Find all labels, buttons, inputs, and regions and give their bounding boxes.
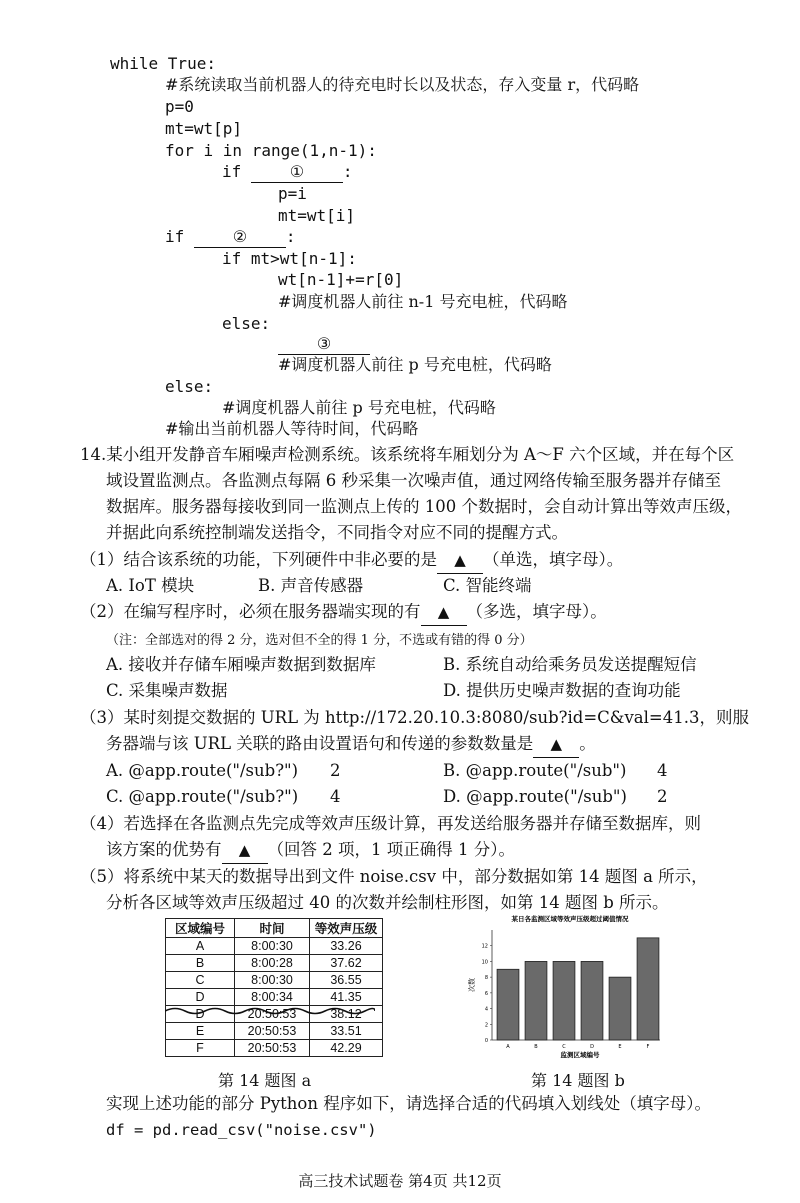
q14-part4: （4）若选择在各监测点先完成等效声压级计算，再发送给服务器并存储至数据库，则 xyxy=(80,814,701,833)
y-axis-label: 次数 xyxy=(468,978,476,992)
table-cell: 38.12 xyxy=(310,1006,383,1023)
code-line: p=i xyxy=(278,184,307,203)
q14-part1-option: B. 声音传感器 xyxy=(258,576,364,595)
table-cell: 37.62 xyxy=(310,955,383,972)
x-tick-label: F xyxy=(646,1044,650,1050)
q14-intro-line: 域设置监测点。各监测点每隔 6 秒采集一次噪声值，通过网络传输至服务器并存储至 xyxy=(106,471,721,490)
bar-D xyxy=(581,961,603,1040)
code-comment: #调度机器人前往 p 号充电桩，代码略 xyxy=(278,355,552,374)
table-cell: 8:00:28 xyxy=(235,955,310,972)
table-cell: D xyxy=(166,989,235,1006)
q14-part2-note: （注：全部选对的得 2 分，选对但不全的得 1 分，不选或有错的得 0 分） xyxy=(106,633,533,648)
bar-C xyxy=(553,961,575,1040)
y-tick-label: 10 xyxy=(481,959,488,966)
y-tick-label: 12 xyxy=(481,943,488,950)
q14-part5: （5）将系统中某天的数据导出到文件 noise.csv 中，部分数据如第 14 题图 a 所示， xyxy=(80,867,708,886)
y-tick-label: 6 xyxy=(484,990,488,997)
q14-part3: （3）某时刻提交数据的 URL 为 http://172.20.10.3:8080/sub?id=C&val=41.3，则服 xyxy=(80,708,749,727)
code-line: if mt>wt[n-1]: xyxy=(222,249,357,268)
code-line: mt=wt[p] xyxy=(165,119,243,138)
table-cell: E xyxy=(166,1023,235,1040)
table-cell: 33.51 xyxy=(310,1023,383,1040)
x-axis-label: 监测区域编号 xyxy=(560,1051,600,1059)
x-tick-label: E xyxy=(618,1044,622,1050)
table-header: 等效声压级 xyxy=(310,919,383,938)
q14-part2: （2）在编写程序时，必须在服务器端实现的有 ▲ （多选，填字母）。 xyxy=(80,599,607,626)
table-cell: 36.55 xyxy=(310,972,383,989)
answer-blank: ▲ xyxy=(437,547,483,574)
y-tick-label: 2 xyxy=(484,1022,488,1029)
table-header: 时间 xyxy=(235,919,310,938)
table-tear-line xyxy=(165,1006,375,1016)
table-row xyxy=(166,938,383,955)
code-comment: #输出当前机器人等待时间，代码略 xyxy=(165,419,419,438)
bar-E xyxy=(609,977,631,1040)
code-line: p=0 xyxy=(165,97,194,116)
bar-F xyxy=(637,938,659,1040)
code-line: else: xyxy=(222,314,271,333)
q14-intro-line: 数据库。服务器每接收到同一监测点上传的 100 个数据时，会自动计算出等效声压级， xyxy=(106,497,742,516)
answer-blank: ▲ xyxy=(421,599,467,626)
table-cell: 8:00:30 xyxy=(235,938,310,955)
q14-part3-option: C. @app.route("/sub?") xyxy=(106,787,299,806)
q14-part1-option: A. IoT 模块 xyxy=(106,576,195,595)
y-tick-label: 0 xyxy=(484,1038,488,1044)
table-cell: B xyxy=(166,955,235,972)
code-line-read-csv: df = pd.read_csv("noise.csv") xyxy=(106,1121,377,1139)
x-tick-label: D xyxy=(590,1044,594,1050)
code-comment: #调度机器人前往 p 号充电桩，代码略 xyxy=(222,398,496,417)
answer-blank-2: ② xyxy=(194,226,286,248)
q14-part3-option-count: 2 xyxy=(657,787,668,806)
chart-title: 某日各监测区域等效声压级超过阈值情况 xyxy=(511,915,629,923)
noise-data-table xyxy=(165,918,383,1057)
q14-part1-option: C. 智能终端 xyxy=(443,576,532,595)
table-cell: D xyxy=(166,1006,235,1023)
bar-B xyxy=(525,961,547,1040)
table-cell: 42.29 xyxy=(310,1040,383,1057)
figure-a-caption: 第 14 题图 a xyxy=(218,1071,312,1090)
q14-part3-option: B. @app.route("/sub") xyxy=(443,761,627,780)
q14-tail-instruction: 实现上述功能的部分 Python 程序如下，请选择合适的代码填入划线处（填字母）。 xyxy=(106,1094,711,1113)
table-cell: 8:00:30 xyxy=(235,972,310,989)
q14-part2-option: B. 系统自动给乘务员发送提醒短信 xyxy=(443,655,697,674)
q14-part5-cont: 分析各区域等效声压级超过 40 的次数并绘制柱形图，如第 14 题图 b 所示。 xyxy=(106,893,669,912)
code-line-if-blank2: if ② : xyxy=(165,227,296,246)
answer-blank-1: ① xyxy=(251,161,343,183)
q14-intro-line: 并据此向系统控制端发送指令，不同指令对应不同的提醒方式。 xyxy=(106,523,568,542)
table-cell: 8:00:34 xyxy=(235,989,310,1006)
code-line-blank3 xyxy=(278,333,370,355)
q14-part3-option-count: 4 xyxy=(330,787,341,806)
answer-blank-3: ③ xyxy=(278,333,370,355)
code-comment: #调度机器人前往 n-1 号充电桩，代码略 xyxy=(278,292,568,311)
q14-intro-line: 14.某小组开发静音车厢噪声检测系统。该系统将车厢划分为 A～F 六个区域，并在每个区 xyxy=(80,445,735,464)
table-cell: 20:50:53 xyxy=(235,1023,310,1040)
code-line-if-blank1: if ① : xyxy=(222,162,353,181)
figure-b-caption: 第 14 题图 b xyxy=(531,1071,625,1090)
q14-part1: （1）结合该系统的功能，下列硬件中非必要的是 ▲ （单选，填字母）。 xyxy=(80,547,623,574)
q14-part3-cont: 务器端与该 URL 关联的路由设置语句和传递的参数数量是 ▲ 。 xyxy=(106,731,596,758)
code-comment: #系统读取当前机器人的待充电时长以及状态，存入变量 r，代码略 xyxy=(165,75,640,94)
x-tick-label: A xyxy=(506,1044,510,1050)
code-line: wt[n-1]+=r[0] xyxy=(278,270,404,289)
table-row xyxy=(166,955,383,972)
x-tick-label: C xyxy=(562,1044,566,1050)
q14-part3-option: A. @app.route("/sub?") xyxy=(106,761,299,780)
bar-A xyxy=(497,969,519,1040)
table-header-row xyxy=(166,919,383,938)
answer-blank: ▲ xyxy=(533,731,579,758)
code-line: while True: xyxy=(110,54,216,73)
q14-part2-option: C. 采集噪声数据 xyxy=(106,681,228,700)
y-tick-label: 4 xyxy=(484,1006,488,1013)
page-footer: 高三技术试题卷 第4页 共12页 xyxy=(298,1172,502,1190)
bar-chart xyxy=(466,912,666,1060)
code-line: for i in range(1,n-1): xyxy=(165,141,377,160)
q14-part2-option: A. 接收并存储车厢噪声数据到数据库 xyxy=(106,655,376,674)
x-tick-label: B xyxy=(534,1044,538,1050)
y-tick-label: 8 xyxy=(484,975,488,982)
q14-part3-option: D. @app.route("/sub") xyxy=(443,787,627,806)
table-row xyxy=(166,972,383,989)
table-cell: 20:50:53 xyxy=(235,1006,310,1023)
answer-blank: ▲ xyxy=(222,837,268,864)
table-cell: 33.26 xyxy=(310,938,383,955)
q14-part2-option: D. 提供历史噪声数据的查询功能 xyxy=(443,681,681,700)
table-row xyxy=(166,1023,383,1040)
table-cell: 20:50:53 xyxy=(235,1040,310,1057)
table-row xyxy=(166,989,383,1006)
q14-part3-option-count: 2 xyxy=(330,761,341,780)
code-line: else: xyxy=(165,377,214,396)
table-row xyxy=(166,1040,383,1057)
table-cell: A xyxy=(166,938,235,955)
table-cell: 41.35 xyxy=(310,989,383,1006)
q14-part3-option-count: 4 xyxy=(657,761,668,780)
code-line: mt=wt[i] xyxy=(278,206,356,225)
q14-part4-cont: 该方案的优势有 ▲ （回答 2 项，1 项正确得 1 分）。 xyxy=(106,837,515,864)
table-header: 区域编号 xyxy=(166,919,235,938)
table-cell: C xyxy=(166,972,235,989)
table-cell: F xyxy=(166,1040,235,1057)
